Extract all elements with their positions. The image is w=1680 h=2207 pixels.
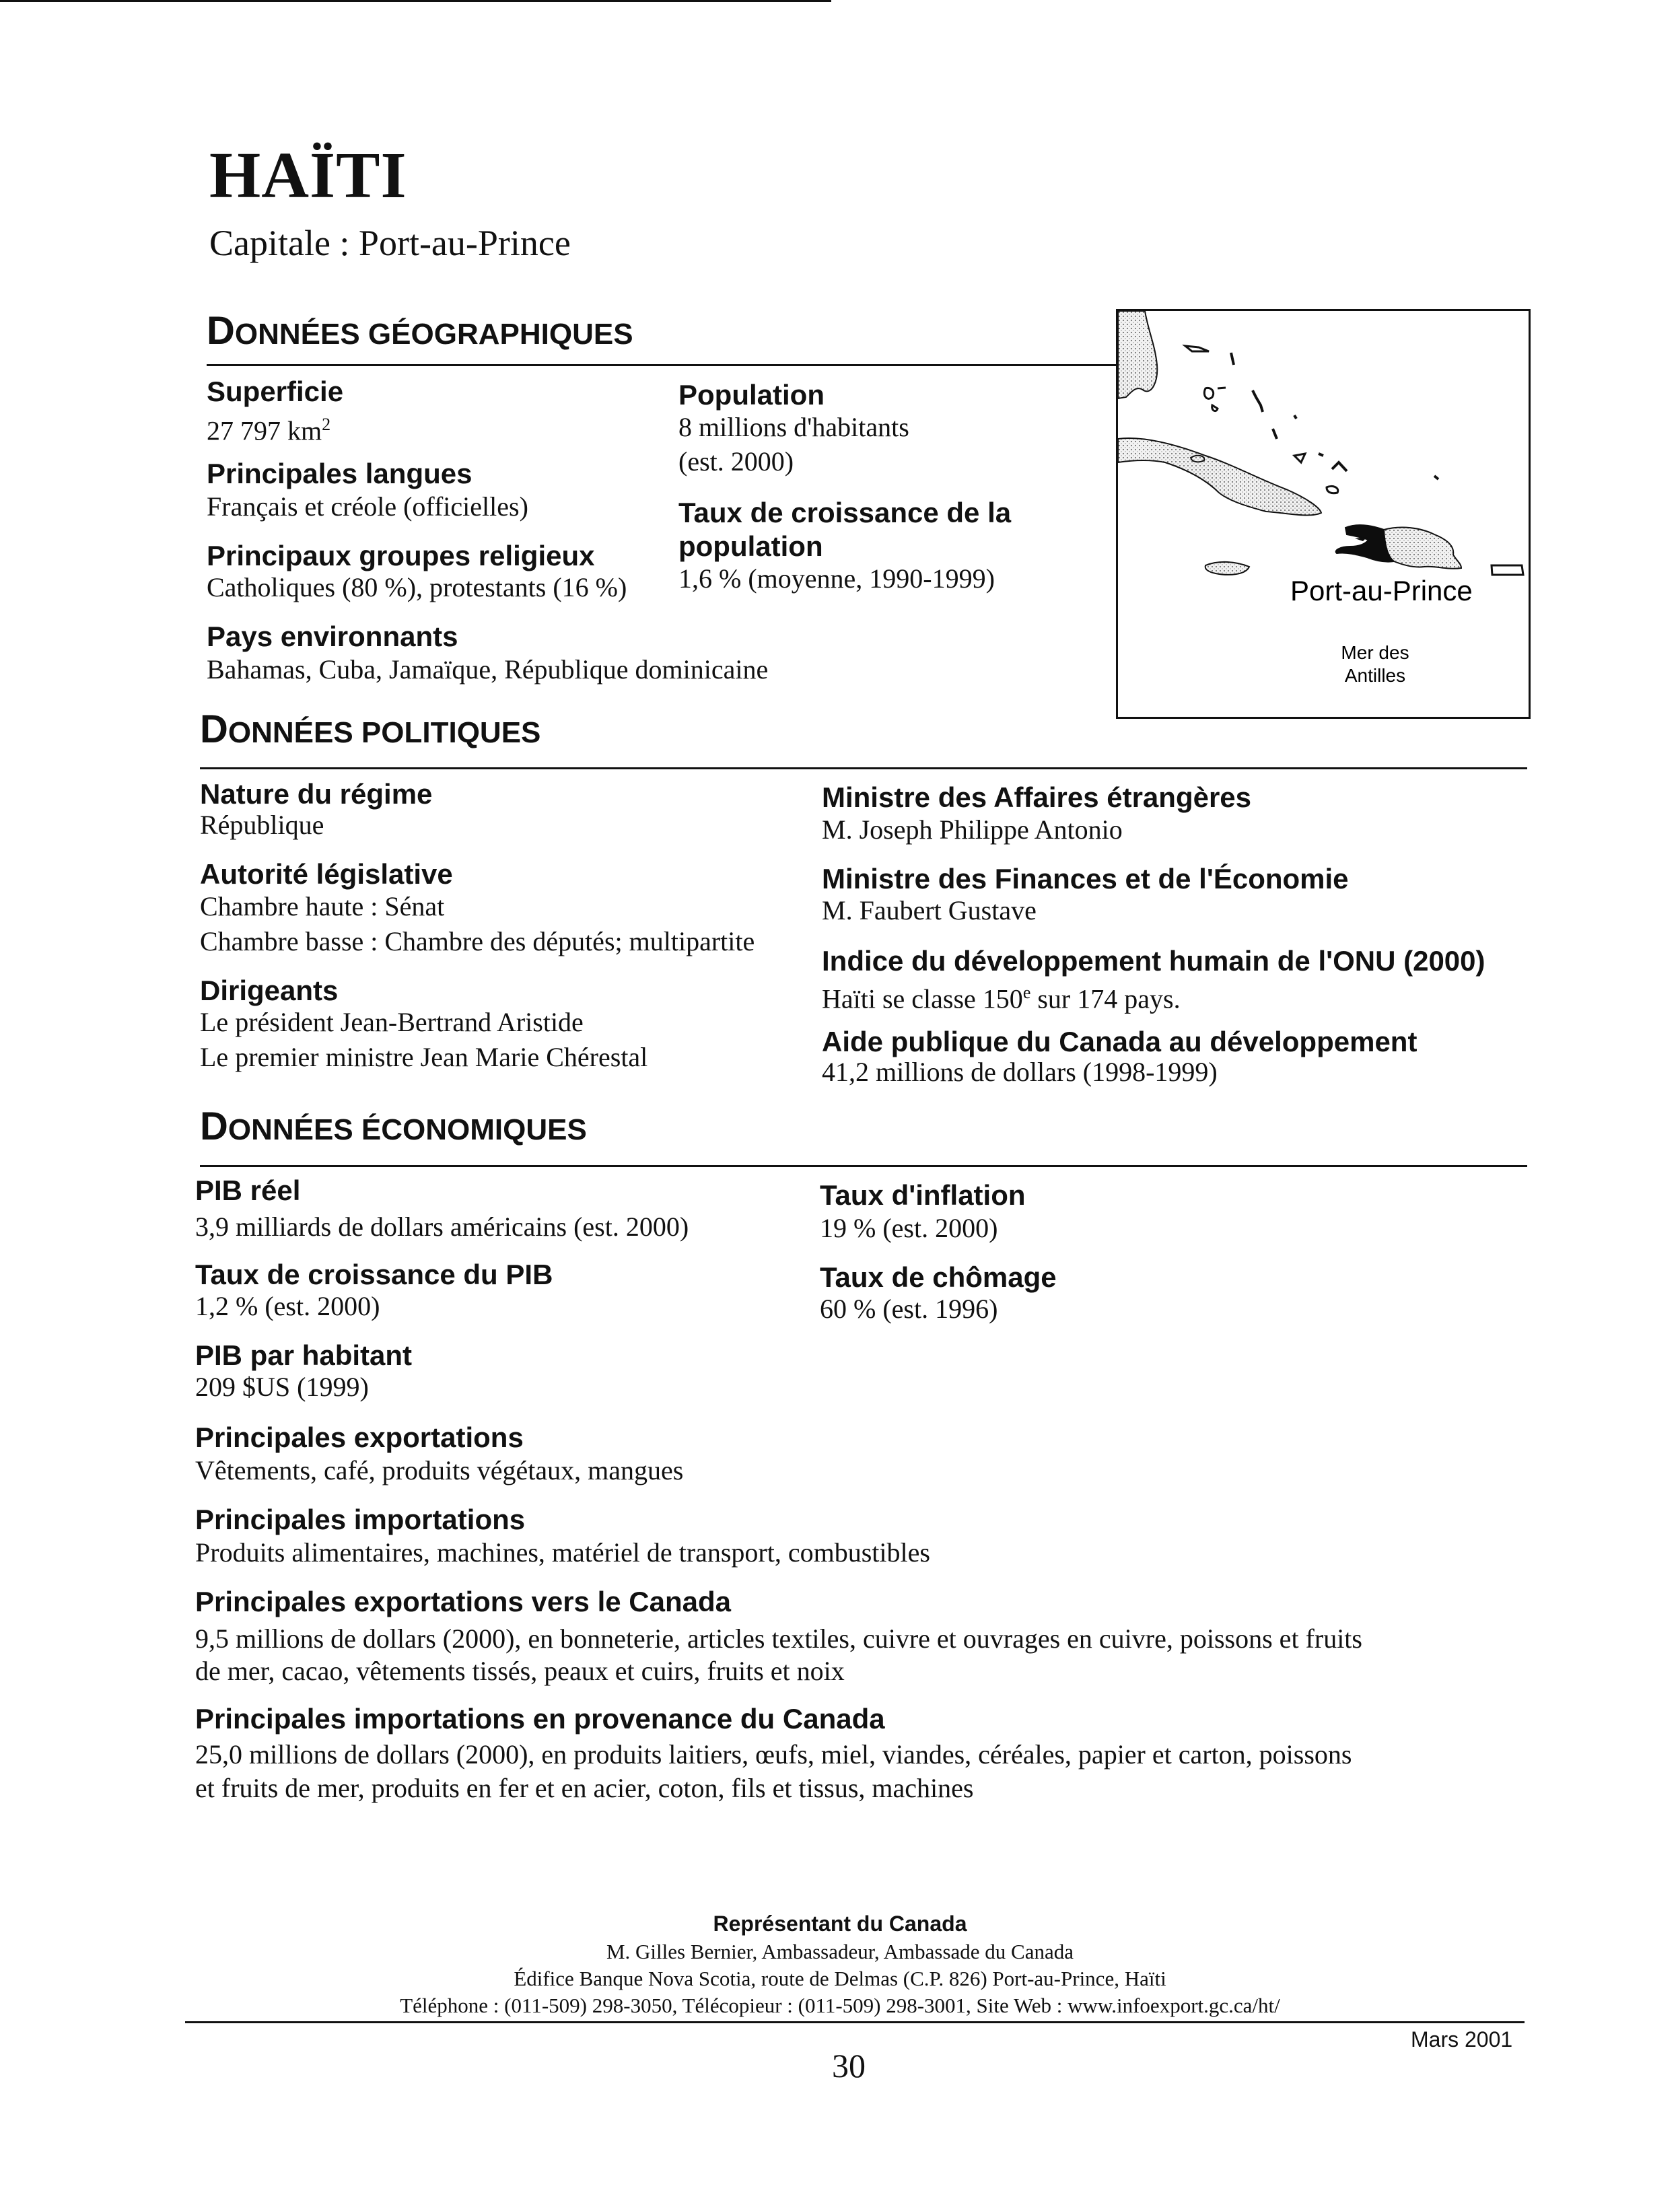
bahamas-island-8	[1273, 429, 1277, 439]
exports-value: Vêtements, café, produits végétaux, mangues	[195, 1455, 684, 1485]
legislative-value-lower: Chambre basse : Chambre des députés; multipartite	[200, 926, 755, 956]
representative-name: M. Gilles Bernier, Ambassadeur, Ambassade du Canada	[606, 1940, 1074, 1963]
bahamas-island-1	[1185, 346, 1209, 351]
regime-label: Nature du régime	[200, 778, 433, 810]
economy-heading-rule	[200, 1165, 1527, 1167]
turks-caicos-2	[1319, 454, 1323, 456]
aid-value: 41,2 millions de dollars (1998-1999)	[822, 1057, 1218, 1087]
politics-heading-rule	[200, 767, 1527, 769]
hdi-value: Haïti se classe 150e sur 174 pays.	[822, 983, 1181, 1014]
unemployment-label: Taux de chômage	[820, 1261, 1057, 1293]
bahamas-island-2	[1231, 353, 1234, 365]
exports-label: Principales exportations	[195, 1422, 524, 1453]
map-sea-label-1: Mer des	[1341, 642, 1409, 663]
religion-value: Catholiques (80 %), protestants (16 %)	[207, 572, 627, 602]
gdp-label: PIB réel	[195, 1175, 301, 1206]
caribbean-map	[1118, 311, 1529, 717]
imports-canada-value-line-2: et fruits de mer, produits en fer et en acier, coton, fils et tissus, machines	[195, 1773, 974, 1803]
representative-address: Édifice Banque Nova Scotia, route de Delmas (C.P. 826) Port-au-Prince, Haïti	[514, 1967, 1166, 1990]
leaders-value-pm: Le premier ministre Jean Marie Chérestal	[200, 1042, 648, 1072]
languages-value: Français et créole (officielles)	[207, 491, 528, 522]
footer-rule	[185, 2021, 1525, 2023]
inflation-label: Taux d'inflation	[820, 1179, 1026, 1211]
unemployment-value: 60 % (est. 1996)	[820, 1294, 998, 1324]
representative-contact: Téléphone : (011-509) 298-3050, Télécopieur : (011-509) 298-3001, Site Web : www.infoexport.gc.ca/ht/	[400, 1994, 1280, 2017]
geo-heading-rule	[207, 364, 1117, 366]
geo-heading: DONNÉES GÉOGRAPHIQUES	[207, 309, 633, 353]
imports-canada-label: Principales importations en provenance du Canada	[195, 1703, 885, 1735]
gdp-capita-value: 209 $US (1999)	[195, 1372, 369, 1402]
growth-label: Taux de croissance de la	[678, 497, 1012, 528]
population-label: Population	[678, 379, 825, 411]
puerto-rico-shape	[1492, 565, 1523, 575]
economy-heading: DONNÉES ÉCONOMIQUES	[200, 1105, 587, 1148]
islet-2	[1327, 486, 1338, 493]
inflation-value: 19 % (est. 2000)	[820, 1213, 998, 1243]
top-edge-rule	[0, 0, 831, 2]
imports-value: Produits alimentaires, machines, matériel de transport, combustibles	[195, 1537, 930, 1568]
turks-caicos-1	[1294, 454, 1305, 462]
bahamas-island-6	[1253, 390, 1263, 412]
neighbors-value: Bahamas, Cuba, Jamaïque, République dominicaine	[207, 654, 769, 685]
population-estimate: (est. 2000)	[678, 446, 794, 477]
area-value: 27 797 $km^2$	[207, 415, 331, 446]
foreign-minister-value: M. Joseph Philippe Antonio	[822, 814, 1123, 845]
gdp-capita-label: PIB par habitant	[195, 1339, 413, 1371]
languages-label: Principales langues	[207, 458, 473, 489]
finance-minister-label: Ministre des Finances et de l'Économie	[822, 863, 1349, 895]
aid-label: Aide publique du Canada au développement	[822, 1026, 1418, 1057]
bahamas-island-3	[1204, 388, 1213, 398]
regime-value: République	[200, 810, 324, 840]
representative-heading: Représentant du Canada	[713, 1912, 967, 1936]
politics-heading: DONNÉES POLITIQUES	[200, 707, 541, 751]
capital-line: Capitale : Port-au-Prince	[209, 223, 571, 263]
country-title: HAÏTI	[209, 139, 407, 212]
finance-minister-value: M. Faubert Gustave	[822, 895, 1037, 925]
religion-label: Principaux groupes religieux	[207, 540, 595, 571]
dominican-republic-shape	[1384, 527, 1461, 568]
neighbors-label: Pays environnants	[207, 621, 458, 652]
florida-shape	[1118, 311, 1157, 398]
leaders-value-president: Le président Jean-Bertrand Aristide	[200, 1007, 584, 1037]
turks-caicos-3	[1332, 462, 1347, 471]
exports-canada-label: Principales exportations vers le Canada	[195, 1586, 731, 1617]
map-sea-label-2: Antilles	[1344, 665, 1406, 686]
imports-canada-value-line-1: 25,0 millions de dollars (2000), en produits laitiers, œufs, miel, viandes, céréales, papier et carton, poissons	[195, 1739, 1352, 1770]
leaders-label: Dirigeants	[200, 975, 339, 1006]
exports-canada-value-line-1: 9,5 millions de dollars (2000), en bonneterie, articles textiles, cuivre et ouvrages en cuivre, poissons et fruits	[195, 1623, 1362, 1654]
jamaica-shape	[1205, 562, 1249, 575]
gdp-growth-value: 1,2 % (est. 2000)	[195, 1291, 380, 1321]
bahamas-island-5	[1212, 405, 1218, 411]
islet	[1434, 476, 1438, 479]
gdp-value: 3,9 milliards de dollars américains (est. 2000)	[195, 1212, 689, 1242]
map-frame	[1116, 309, 1531, 719]
growth-label-cont: population	[678, 530, 823, 562]
legislative-value-upper: Chambre haute : Sénat	[200, 891, 445, 921]
growth-value: 1,6 % (moyenne, 1990-1999)	[678, 563, 995, 594]
exports-canada-value-line-2: de mer, cacao, vêtements tissés, peaux et cuirs, fruits et noix	[195, 1656, 845, 1686]
gdp-growth-label: Taux de croissance du PIB	[195, 1259, 553, 1290]
publication-date: Mars 2001	[1411, 2027, 1513, 2052]
map-city-label: Port-au-Prince	[1290, 575, 1473, 606]
bahamas-island-7	[1294, 415, 1296, 419]
foreign-minister-label: Ministre des Affaires étrangères	[822, 781, 1252, 813]
legislative-label: Autorité législative	[200, 858, 453, 890]
population-value: 8 millions d'habitants	[678, 412, 909, 442]
isla-juventud	[1191, 456, 1204, 462]
cuba-shape	[1118, 438, 1321, 515]
page-number: 30	[832, 2047, 866, 2085]
hdi-label: Indice du développement humain de l'ONU (2000)	[822, 945, 1485, 977]
imports-label: Principales importations	[195, 1504, 526, 1535]
area-label: Superficie	[207, 376, 344, 407]
